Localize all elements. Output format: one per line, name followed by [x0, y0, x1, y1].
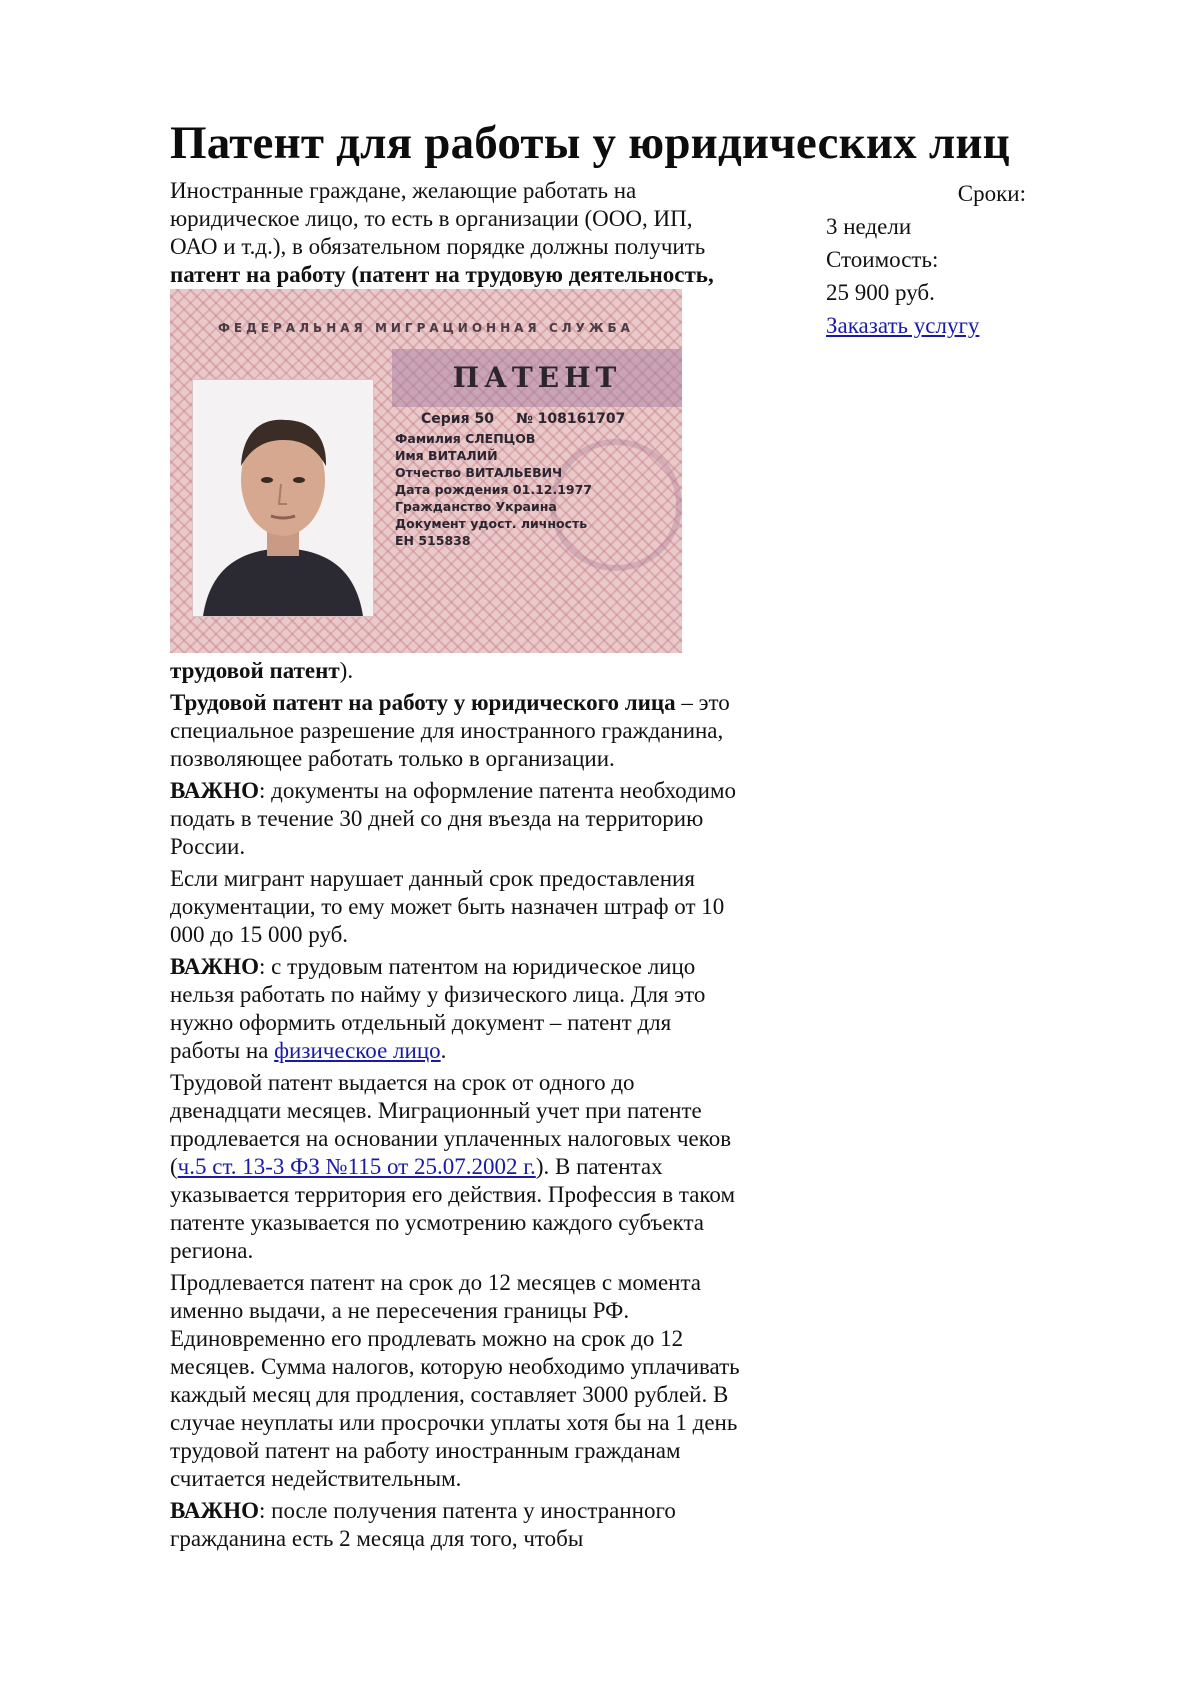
important-label: ВАЖНО [170, 1498, 260, 1523]
card-birth: Дата рождения 01.12.1977 [395, 482, 592, 497]
intro-text: Иностранные граждане, желающие работать на юридическое лицо, то есть в организации (ООО, ИП, ОАО и т.д.), в обязательном порядке должны получить [170, 178, 706, 259]
paragraph-fine: Если мигрант нарушает данный срок предоставления документации, то ему может быть назначен штраф от 10 000 до 15 000 руб. [170, 866, 725, 947]
term-text: Трудовой патент выдается на срок от одного до двенадцати месяцев. Миграционный учет при патенте продлевается на основании уплаченных налоговых чеков ( [170, 1070, 732, 1179]
intro-continuation [170, 657, 745, 685]
intro-tail: ). [339, 658, 354, 683]
card-doc-number: ЕН 515838 [395, 533, 471, 548]
card-doc-label: Документ удост. личность [395, 516, 588, 531]
important-after-text: : после получения патента у иностранного гражданина есть 2 месяца для того, чтобы [170, 1498, 676, 1551]
order-service-link[interactable]: Заказать услугу [826, 313, 980, 338]
card-heading: ПАТЕНТ [452, 361, 622, 394]
paragraph-term [170, 1069, 745, 1265]
paragraph-important-deadline [170, 777, 745, 861]
individual-end: . [440, 1038, 447, 1063]
intro-paragraph [170, 177, 745, 289]
paragraph-important-after [170, 1497, 745, 1553]
card-heading-box [392, 349, 682, 407]
paragraph-important-individual [170, 953, 745, 1065]
paragraph-extension: Продлевается патент на срок до 12 месяцев с момента именно выдачи, а не пересечения границы РФ. Единовременно его продлевать можно на срок до 12 месяцев. Сумма налогов, которую необходимо уплачивать каждый месяц для продления, составляет 3000 рублей. В случае неуплаты или просрочки уплаты хотя бы на 1 день трудовой патент на работу иностранным гражданам считается недействительным. [170, 1270, 740, 1491]
card-series: Серия 50 [421, 411, 494, 427]
price-label: Стоимость: [826, 247, 939, 272]
terms-label: Сроки: [957, 181, 1026, 206]
terms-value: 3 недели [826, 214, 912, 239]
definition-text: – это специальное разрешение для иностранного гражданина, позволяющее работать только в организации. [170, 690, 730, 771]
card-photo [192, 379, 374, 617]
card-citizenship: Гражданство Украина [395, 499, 557, 514]
card-name: Имя ВИТАЛИЙ [395, 448, 498, 463]
card-fields [395, 411, 625, 549]
definition-bold: Трудовой патент на работу у юридического лица [170, 690, 676, 715]
card-agency: ФЕДЕРАЛЬНАЯ МИГРАЦИОННАЯ СЛУЖБА [218, 321, 634, 335]
individual-link[interactable]: физическое лицо [274, 1038, 441, 1063]
important-label: ВАЖНО [170, 954, 260, 979]
portrait-image [193, 380, 373, 616]
term-end: ). В патентах указывается территория его действия. Профессия в таком патенте указывается по усмотрению каждого субъекта региона. [170, 1154, 736, 1263]
patent-card-image [170, 289, 682, 653]
law-link[interactable]: ч.5 ст. 13-3 ФЗ №115 от 25.07.2002 г. [177, 1154, 536, 1179]
important-label: ВАЖНО [170, 778, 260, 803]
card-patronymic: Отчество ВИТАЛЬЕВИЧ [395, 465, 563, 480]
intro-bold-end: трудовой патент [170, 658, 340, 683]
important-individual-text: : с трудовым патентом на юридическое лицо нельзя работать по найму у физического лица. Для это нужно оформить отдельный документ – патент для работы на [170, 954, 706, 1063]
service-sidebar [826, 177, 1026, 342]
card-serial-row [421, 411, 625, 428]
price-value: 25 900 руб. [826, 280, 935, 305]
intro-bold-start: патент на работу (патент на трудовую деятельность, [170, 262, 714, 287]
important-deadline-text: : документы на оформление патента необходимо подать в течение 30 дней со дня въезда на территорию России. [170, 778, 737, 859]
page-title: Патент для работы у юридических лиц [170, 117, 1010, 169]
card-number: № 108161707 [515, 411, 626, 427]
card-surname: Фамилия СЛЕПЦОВ [395, 431, 536, 446]
paragraph-definition [170, 689, 745, 773]
main-content [170, 177, 745, 1557]
